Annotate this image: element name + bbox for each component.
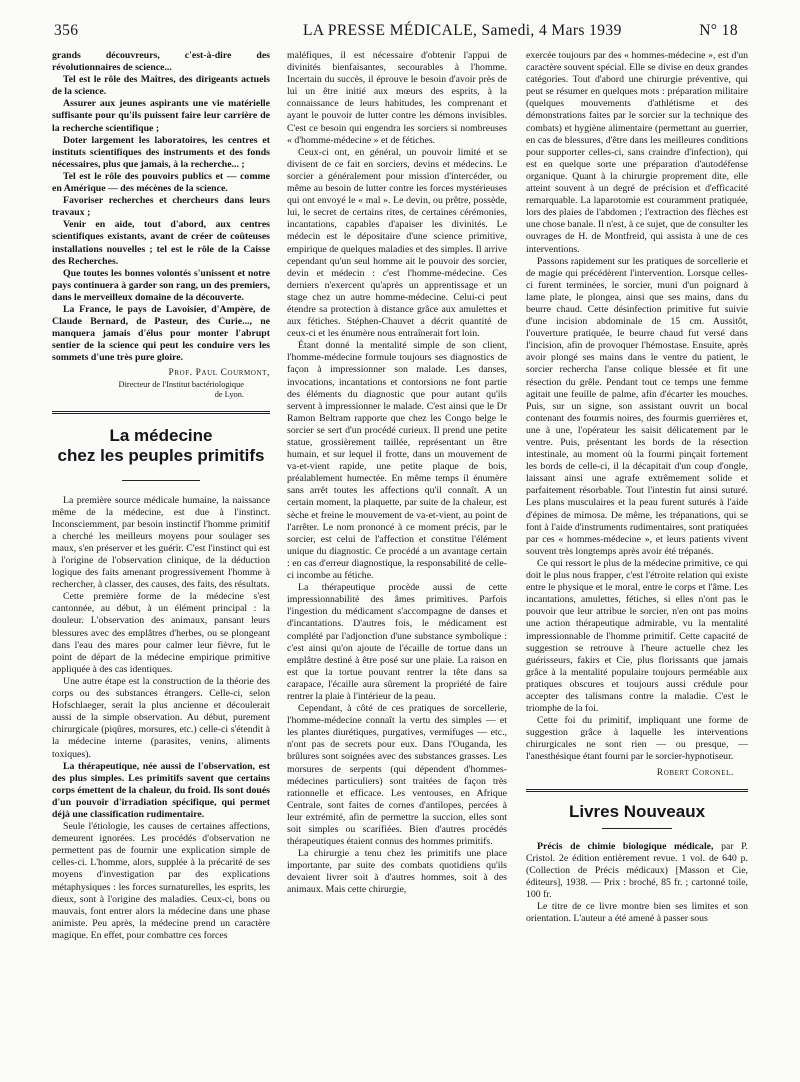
issue-date: Samedi, 4 Mars 1939	[481, 22, 622, 39]
issue-number: N° 18	[699, 22, 738, 39]
paragraph: grands découvreurs, c'est-à-dire des révolutionnaires de science...	[52, 50, 270, 74]
paragraph: Favoriser recherches et chercheurs dans leurs travaux ;	[52, 195, 270, 219]
paragraph: Seule l'étiologie, les causes de certaines affections, demeurent ignorées. Les procédés d'observation ne permettent pas de fournir une explication simple de celles-ci. L'homme, alors, supplée à la précarité de ses moyens d'investigation par des explications métaphysiques : les forces surnaturelles, les esprits, les dieux, sont à l'origine des maladies. Ceux-ci, bons ou mauvais, font entrer alors la médecine dans une phase animiste. Peu après, la médecine prend un caractère magique. En effet, pour combattre ces forces	[52, 821, 270, 941]
journal-name: LA PRESSE MÉDICALE,	[303, 22, 478, 39]
signature-name: Robert Coronel.	[656, 767, 734, 778]
book-reference: par P. Cristol. 2e édition entièrement revue. 1 vol. de 640 p. (Collection de Précis médicaux) [Masson et Cie, éditeurs], 1938. — Prix : broché, 85 fr. ; cartonné toile, 100 fr.	[526, 840, 748, 900]
paragraph: Cette première forme de la médecine s'est cantonnée, au début, à un élément principal : la douleur. L'observation des animaux, pansant leurs blessures avec des emplâtres d'herbes, ou se plongeant dans l'eau des mares pour calmer leur fièvre, fut le point de départ de la médecine empirique primitive appliquée à des cas identiques.	[52, 591, 270, 675]
paragraph: exercée toujours par des « hommes-médecine », est d'un caractère souvent spécial. Elle se divise en deux grandes catégories. Tout d'abord une chirurgie préventive, qui peut se résumer en quelques mots : préparation militaire (quelques mouvements d'athlétisme et des démonstrations faites par le sorcier sur la technique des combats) et hygiène alimentaire (permettant au guerrier, en cas de blessures, d'être dans les meilleures conditions pour supporter celles-ci, sans craindre d'infection), qui est en quelque sorte une préparation d'autodéfense organique. Quant à la chirurgie proprement dite, elle atteint souvent à un degré de précision et d'efficacité remarquable. La laparotomie est couramment pratiquée, lors des plaies de l'abdomen ; l'extraction des flèches est une chose banale. Il n'est, à ce sujet, que de consulter les ouvrages de H. de Montfreid, qui assista à une de ces interventions.	[526, 50, 748, 255]
section-title-books: Livres Nouveaux	[568, 801, 706, 821]
affiliation-line: Directeur de l'Institut bactériologique	[118, 379, 244, 389]
paragraph: Que toutes les bonnes volontés s'unissent et notre pays continuera à garder son rang, un des premiers, dans le merveilleux domaine de la découverte.	[52, 267, 270, 303]
paragraph: Ceux-ci ont, en général, un pouvoir limité et se divisent de ce fait en sorciers, devins et médecins. Le sorcier a généralement pour mission d'intercéder, ou même au besoin de lutter contre les forces mystérieuses qui ont envoyé le « mal ». Le devin, ou prêtre, possède, lui, le secret de certains rites, de certaines cérémonies, incantations, capables d'apaiser les divinités. Le médecin est le dépositaire d'une science primitive, empirique de quelques maladies et des simples. Il arrive cependant qu'un seul homme ait le pouvoir des sorcier, devin et médecin : c'est l'homme-médecine. Ces derniers n'exercent qu'après un apprentissage et un stage chez un autre homme-médecine. Celui-ci peut étendre sa protection à distance grâce aux amulettes et aux fétiches. Stéphen-Chauvet a décrit quantité de ceux-ci et les énumère nous entraînerait fort loin.	[287, 146, 507, 340]
paragraph: Étant donné la mentalité simple de son client, l'homme-médecine formule toujours ses diagnostics de façon à impressionner son malade. Les danses, invocations, incantations et contorsions ne font partie des éléments du diagnostic que pour autant qu'ils servent à impressionner le malade. C'est ainsi que le Dr Ramon Beltram rapporte que chez les Congo belge le sorcier se sert d'un procédé curieux. Il prend une petite statue, grossièrement taillée, représentant un être humain, et sur lequel il frotte, dans un mouvement de va-et-vient rapide, une petite plaque de bois, préalablement humectée. En même temps il énumère sans arrêt toutes les affections qu'il connaît. A un certain moment, la plaquette, par suite de la chaleur, est sèche et freine le mouvement de va-et-vient, au point de l'arrêter. Le nom prononcé à ce moment précis, par le sorcier, est celui de l'affection et constitue l'élément unique du diagnostic. Ce procédé a un avantage certain : en cas d'erreur diagnostique, la responsabilité de celle-ci incombe au fétiche.	[287, 340, 507, 582]
paragraph: Le titre de ce livre montre bien ses limites et son orientation. L'auteur a été amené à passer sous	[526, 901, 748, 925]
paragraph: La première source médicale humaine, la naissance même de la médecine, est due à l'instinct. Inconsciemment, par besoin instinctif l'homme primitif a cherché les meilleurs moyens pour soulager ses maux, s'en préserver et les guérir. C'est l'instinct qui est à l'origine de l'observation clinique, de la déduction logique des faits amenant progressivement l'homme à rechercher, à classer, des causes, des faits, des résultats.	[52, 494, 270, 591]
signature-name: Prof. Paul Courmont,	[168, 368, 270, 379]
book-title: Précis de chimie biologique médicale,	[537, 840, 714, 852]
paragraph: Cependant, à côté de ces pratiques de sorcellerie, l'homme-médecine connaît la vertu des simples — et les plantes diurétiques, purgatives, vermifuges — etc., n'ont pas de secrets pour eux. Dans l'Ouganda, les brûlures sont soignées avec des substances grasses. Les morsures de serpents (qui dépendent d'hommes-médecines particuliers) sont traitées de façon très rationnelle et efficace. Les ventouses, en Afrique Centrale, sont faites de cornes d'antilopes, percées à leur extrémité, afin de permettre la succion, elles sont soit simples ou scarifiées. Bien d'autres procédés thérapeutiques étaient connus des hommes primitifs.	[287, 703, 507, 848]
title-underline	[122, 480, 200, 481]
article-title-line: La médecine	[109, 425, 213, 445]
paragraph: Passons rapidement sur les pratiques de sorcellerie et de magie qui précédèrent l'intervention. Lorsque celles-ci furent terminées, le sorcier, muni d'un poignard à lame plate, le plongea, ainsi que ses mains, dans du beurre chaud. Cette désinfection primitive fut suivie d'une incision abdominale de 15 cm. Aussitôt, l'ouverture pratiquée, le beurre chaud fut versé dans l'incision, afin de provoquer l'hémostase. Ensuite, après avoir plongé ses mains dans le ventre du patient, le sorcier rechercha l'anse colique blessée et fit une résection du grêle. Pendant tout ce temps une femme agitait une feuille de palme, afin d'écarter les mouches. Puis, sur un signe, son assistant ouvrit un bocal contenant des fourmis noires, des fourmis guerrières et, une à une, l'opérateur les saisit délicatement par le ventre. Puis, présentant les bords de la résection intestinale, au moment où la fourmi pinçait fortement les bords de celle-ci, il la décapitait d'un coup d'ongle, laissant ainsi une agrafe extrêmement solide et parfaitement résorbable. Tout l'intestin fut ainsi suturé. Les plans musculaires et la peau furent suturés à l'aide d'épines de mimosa. De même, les trépanations, qui se font à l'aide d'instruments rudimentaires, sont pratiquées par ces « hommes-médecine », et leurs patients vivent souvent très longtemps après avoir été trépanés.	[526, 255, 748, 557]
title-underline	[602, 828, 672, 829]
section-divider	[52, 411, 270, 414]
paragraph: Ce qui ressort le plus de la médecine primitive, ce qui doit le plus nous frapper, c'est l'étroite relation qui existe entre le physique et le moral, entre le corps et l'âme. Les incantations, amulettes, fétiches, si elles n'ont pas le pouvoir que leur attribue le sorcier, n'en ont pas moins une action thérapeutique admirable, vu la mentalité impressionnable de l'homme primitif. Cette capacité de suggestion se retrouve à l'heure actuelle chez les guérisseurs, fakirs et Cie, plus florissants que jamais grâce à la mentalité populaire toujours perméable aux pratiques obscures et toujours aussi crédule pour accepter des talismans contre la maladie. C'est le triomphe de la foi.	[526, 557, 748, 715]
paragraph: maléfiques, il est nécessaire d'obtenir l'appui de divinités bienfaisantes, secourables à l'homme. Incertain du succès, il éprouve le besoin d'avoir près de lui un être initié aux mœurs des esprits, à la connaissance de leurs habitudes, les comprenant et ayant le pouvoir de lutter contre les démons invisibles. C'est ce besoin qui engendra les sorciers si nombreuses « d'homme-médecine » et de fétiches.	[287, 50, 507, 146]
article-title	[52, 426, 270, 466]
journal-title-line	[303, 22, 622, 40]
paragraph: Assurer aux jeunes aspirants une vie matérielle suffisante pour qu'ils puissent faire leur carrière de la recherche scientifique ;	[52, 98, 270, 134]
book-entry	[526, 841, 748, 901]
paragraph: La thérapeutique, née aussi de l'observation, est des plus simples. Les primitifs savent que certains corps émettent de la chaleur, du froid. Ils sont doués d'un pouvoir d'irradiation spécifique, qui permet déjà une classification rudimentaire.	[52, 760, 270, 820]
intro-text	[52, 50, 270, 364]
paragraph: Tel est le rôle des Maîtres, des dirigeants actuels de la science.	[52, 74, 270, 98]
column-1	[52, 50, 270, 942]
author-signature	[526, 767, 734, 779]
page-header	[50, 22, 750, 42]
paragraph: La France, le pays de Lavoisier, d'Ampère, de Claude Bernard, de Pasteur, des Curie..., ne manquera jamais d'élus pour monter l'abrupt sentier de la science qui peut les conduire vers les sommets d'une très pure gloire.	[52, 303, 270, 364]
column-3	[526, 50, 748, 925]
page-number: 356	[54, 22, 79, 39]
article-title-line: chez les peuples primitifs	[57, 445, 265, 465]
author-affiliation	[52, 380, 244, 401]
paragraph: Une autre étape est la construction de la théorie des corps ou des substances étrangers. Celle-ci, selon Hofschlaeger, serait la plus ancienne et découlerait aussi de la simple observation. Au début, purement chirurgicale (piqûres, morsures, etc.) celle-ci s'étendit à la médecine interne (parasites, venins, aliments toxiques).	[52, 675, 270, 760]
paragraph: La chirurgie a tenu chez les primitifs une place importante, par suite des combats quotidiens qu'ils devaient livrer soit à d'autres hommes, soit à des animaux. Mais cette chirurgie,	[287, 848, 507, 896]
paragraph: Venir en aide, tout d'abord, aux centres scientifiques existants, avant de créer de coûteuses installations nouvelles ; tel est le rôle de la Caisse des Recherches.	[52, 219, 270, 267]
paragraph: Tel est le rôle des pouvoirs publics et — comme en Amérique — des mécènes de la science.	[52, 170, 270, 195]
paragraph: Doter largement les laboratoires, les centres et instituts scientifiques des instruments et des fonds nécessaires, plus que jamais, à la recherche... ;	[52, 134, 270, 170]
affiliation-line: de Lyon.	[214, 390, 244, 400]
paragraph: Cette foi du primitif, impliquant une forme de suggestion grâce à laquelle les interventions chirurgicales ne sont rien — ou presque, — l'anesthésique étant fourni par le sorcier-hypnotiseur.	[526, 715, 748, 763]
section-divider	[526, 789, 748, 792]
author-signature	[52, 367, 270, 379]
paragraph: La thérapeutique procède aussi de cette impressionnabilité des âmes primitives. Parfois l'ingestion du médicament s'accompagne de danses et d'incantations. D'autres fois, le médicament est complété par l'adjonction d'une substance symbolique : c'est ainsi qu'on ajoute de l'écaille de tortue dans un emplâtre destiné à être posé sur une plaie. La raison en est que la tortue pouvant rentrer la tête dans sa carapace, l'écaille aura sûrement la propriété de faire rentrer la plaie à l'intérieur de la peau.	[287, 582, 507, 702]
column-2	[287, 50, 507, 897]
